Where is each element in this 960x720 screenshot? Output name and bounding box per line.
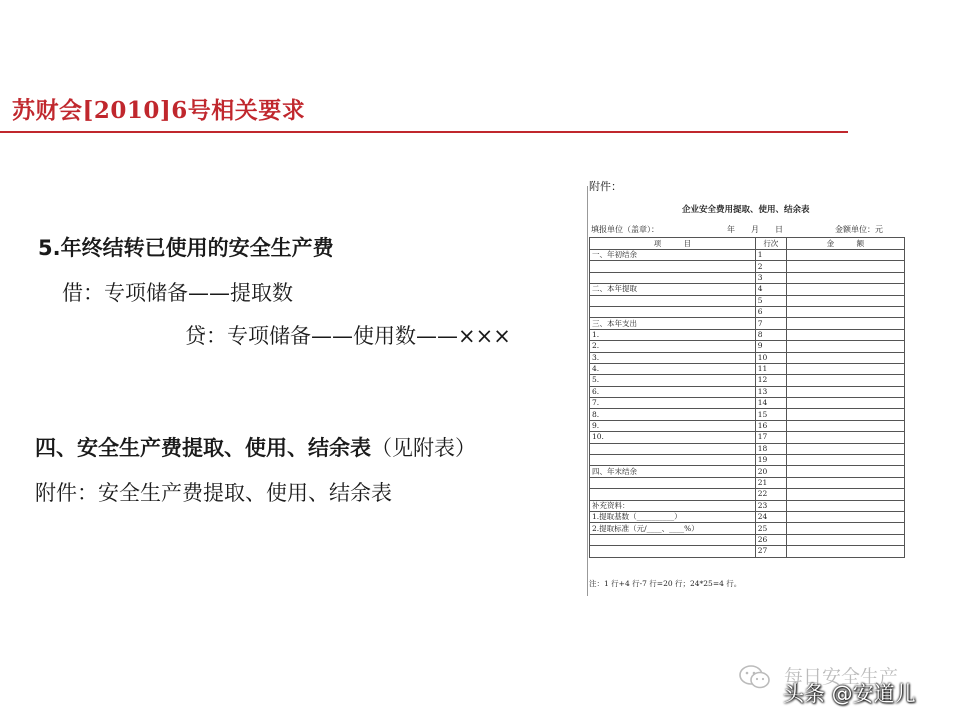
form-row <box>590 409 905 420</box>
form-row-amount <box>786 546 904 557</box>
form-row-number: 14 <box>755 398 786 409</box>
form-footnote: 注：1 行+4 行-7 行=20 行；24*25=4 行。 <box>589 579 742 588</box>
form-row <box>590 375 905 386</box>
form-row-amount <box>786 409 904 420</box>
form-row <box>590 306 905 317</box>
form-row-number: 22 <box>755 489 786 500</box>
form-row <box>590 534 905 545</box>
watermark-account: 每日安全生产 <box>784 666 899 688</box>
form-row-item: 8. <box>590 409 756 420</box>
form-appendix-label: 附件： <box>589 180 622 193</box>
form-row-number: 7 <box>755 318 786 329</box>
form-row-amount <box>786 432 904 443</box>
form-row-number: 26 <box>755 534 786 545</box>
form-row-number: 16 <box>755 420 786 431</box>
form-row-number: 3 <box>755 272 786 283</box>
form-row-item: 补充资料： <box>590 500 756 511</box>
form-row-item: 三、本年支出 <box>590 318 756 329</box>
form-row <box>590 295 905 306</box>
form-row-item: 5. <box>590 375 756 386</box>
attached-form <box>587 178 907 596</box>
form-row <box>590 284 905 295</box>
form-table-header <box>590 238 905 250</box>
form-row-item <box>590 477 756 488</box>
form-row <box>590 261 905 272</box>
wechat-logo-icon <box>738 664 772 690</box>
header-row-number: 行次 <box>755 238 786 250</box>
form-row-number: 2 <box>755 261 786 272</box>
form-row-item: 10. <box>590 432 756 443</box>
form-row-item <box>590 306 756 317</box>
form-row-amount <box>786 261 904 272</box>
form-row-amount <box>786 420 904 431</box>
form-row-amount <box>786 477 904 488</box>
form-row-item <box>590 534 756 545</box>
form-row-amount <box>786 523 904 534</box>
section-4-note: （见附表） <box>371 436 476 460</box>
form-row-amount <box>786 272 904 283</box>
form-row-amount <box>786 318 904 329</box>
form-row <box>590 386 905 397</box>
form-row-amount <box>786 398 904 409</box>
form-row-item: 3. <box>590 352 756 363</box>
form-row-amount <box>786 511 904 522</box>
header-amount: 金 额 <box>786 238 904 250</box>
form-row <box>590 272 905 283</box>
form-row-item: 四、年末结余 <box>590 466 756 477</box>
form-row-number: 27 <box>755 546 786 557</box>
form-table <box>589 237 905 558</box>
form-row <box>590 546 905 557</box>
watermark-source: 头条 @安道儿 <box>783 682 916 706</box>
form-row-item: 9. <box>590 420 756 431</box>
form-row-number: 11 <box>755 363 786 374</box>
slide-title: 苏财会[2010]6号相关要求 <box>12 97 306 124</box>
form-row <box>590 477 905 488</box>
form-row-number: 4 <box>755 284 786 295</box>
form-row-amount <box>786 375 904 386</box>
form-row-item <box>590 546 756 557</box>
form-row-number: 12 <box>755 375 786 386</box>
form-row-number: 6 <box>755 306 786 317</box>
form-row-number: 17 <box>755 432 786 443</box>
form-row-item: 6. <box>590 386 756 397</box>
form-row <box>590 489 905 500</box>
form-row-item <box>590 261 756 272</box>
form-row-number: 24 <box>755 511 786 522</box>
form-row <box>590 511 905 522</box>
form-row-amount <box>786 250 904 261</box>
form-row <box>590 432 905 443</box>
form-row-number: 23 <box>755 500 786 511</box>
form-row-amount <box>786 466 904 477</box>
form-row-item: 2.提取标准（元/____、____%） <box>590 523 756 534</box>
section-4-heading <box>35 432 476 462</box>
form-row-item: 4. <box>590 363 756 374</box>
form-left-border <box>587 186 588 596</box>
form-row-item: 1.提取基数（__________） <box>590 511 756 522</box>
form-row-amount <box>786 455 904 466</box>
form-row-number: 8 <box>755 329 786 340</box>
form-row-number: 19 <box>755 455 786 466</box>
debit-entry: 借：专项储备——提取数 <box>62 281 293 305</box>
form-row-item: 一、年初结余 <box>590 250 756 261</box>
form-row <box>590 523 905 534</box>
form-row-number: 9 <box>755 341 786 352</box>
form-row-amount <box>786 284 904 295</box>
form-row <box>590 455 905 466</box>
form-row <box>590 500 905 511</box>
form-row-number: 21 <box>755 477 786 488</box>
form-row-amount <box>786 295 904 306</box>
form-row-number: 25 <box>755 523 786 534</box>
form-row-amount <box>786 534 904 545</box>
form-row-item <box>590 272 756 283</box>
form-row-amount <box>786 363 904 374</box>
form-unit-label: 填报单位（盖章）： <box>591 225 659 234</box>
form-row-amount <box>786 500 904 511</box>
form-row <box>590 466 905 477</box>
form-row <box>590 250 905 261</box>
form-row <box>590 318 905 329</box>
form-row-amount <box>786 443 904 454</box>
form-row <box>590 420 905 431</box>
form-row-item <box>590 455 756 466</box>
header-item: 项 目 <box>590 238 756 250</box>
section-4-title: 四、安全生产费提取、使用、结余表 <box>35 436 371 460</box>
form-row-amount <box>786 352 904 363</box>
form-row-amount <box>786 489 904 500</box>
form-row-number: 18 <box>755 443 786 454</box>
form-row-item: 1. <box>590 329 756 340</box>
credit-entry: 贷：专项储备——使用数——××× <box>185 324 511 348</box>
form-row-item: 二、本年提取 <box>590 284 756 295</box>
form-row <box>590 398 905 409</box>
title-divider <box>0 131 848 133</box>
attachment-line: 附件：安全生产费提取、使用、结余表 <box>35 481 392 505</box>
form-row-number: 5 <box>755 295 786 306</box>
form-row-amount <box>786 341 904 352</box>
form-row <box>590 329 905 340</box>
form-currency-label: 金额单位：元 <box>835 225 883 234</box>
section-5-heading: 5.年终结转已使用的安全生产费 <box>38 236 334 260</box>
form-row-item: 7. <box>590 398 756 409</box>
form-date-label: 年 月 日 <box>727 225 783 234</box>
form-row-amount <box>786 306 904 317</box>
form-row <box>590 443 905 454</box>
form-row-number: 1 <box>755 250 786 261</box>
form-row-item: 2. <box>590 341 756 352</box>
form-row-item <box>590 295 756 306</box>
form-row-number: 13 <box>755 386 786 397</box>
form-row <box>590 363 905 374</box>
form-row-item <box>590 489 756 500</box>
form-row-amount <box>786 386 904 397</box>
form-row-number: 10 <box>755 352 786 363</box>
form-row <box>590 341 905 352</box>
form-row-number: 15 <box>755 409 786 420</box>
form-row <box>590 352 905 363</box>
form-row-item <box>590 443 756 454</box>
form-row-amount <box>786 329 904 340</box>
form-row-number: 20 <box>755 466 786 477</box>
form-title: 企业安全费用提取、使用、结余表 <box>682 205 810 215</box>
